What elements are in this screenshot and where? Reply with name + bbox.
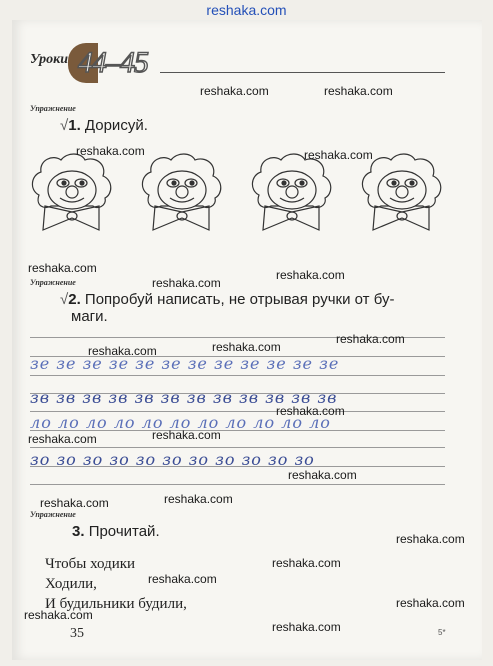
watermark: reshaka.com <box>76 144 145 158</box>
watermark: reshaka.com <box>276 404 345 418</box>
poem-line-1: Чтобы ходики <box>45 556 136 572</box>
watermark: reshaka.com <box>336 332 405 346</box>
task-2 <box>60 291 394 308</box>
exercise-label-2: Упражнение <box>30 278 76 287</box>
watermark: reshaka.com <box>276 268 345 282</box>
watermark: reshaka.com <box>88 344 157 358</box>
watermark: reshaka.com <box>28 432 97 446</box>
clown-drawing-1 <box>27 150 117 245</box>
exercise-label-3: Упражнение <box>30 510 76 519</box>
handwriting-row-zo: зо зо зо зо зо зо зо зо зо зо зо <box>30 450 315 469</box>
watermark: reshaka.com <box>288 468 357 482</box>
poem-line-3: И будильники будили, <box>45 596 187 612</box>
watermark: reshaka.com <box>148 572 217 586</box>
watermark: reshaka.com <box>152 428 221 442</box>
check-mark: √ <box>60 291 69 308</box>
writing-rule <box>30 447 445 448</box>
watermark: reshaka.com <box>304 148 373 162</box>
watermark: reshaka.com <box>40 496 109 510</box>
task-number: 2. <box>68 291 81 308</box>
check-mark: √ <box>60 117 69 134</box>
task-number: 3. <box>72 523 85 540</box>
task-text: Дорисуй. <box>84 117 148 134</box>
handwriting-row-ze: зе зе зе зе зе зе зе зе зе зе зе зе <box>30 354 340 373</box>
clown-drawing-2 <box>137 150 227 245</box>
task-number: 1. <box>68 117 81 134</box>
exercise-label-1: Упражнение <box>30 104 76 113</box>
clown-drawing-4 <box>357 150 447 245</box>
watermark: reshaka.com <box>272 556 341 570</box>
poem-line-2: Ходили, <box>45 576 97 592</box>
watermark: reshaka.com <box>324 84 393 98</box>
watermark: reshaka.com <box>200 84 269 98</box>
watermark: reshaka.com <box>272 620 341 634</box>
writing-rule <box>30 375 445 376</box>
task-text: Попробуй написать, не отрывая ручки от бу- <box>84 291 395 308</box>
task-text: Прочитай. <box>88 523 160 540</box>
watermark: reshaka.com <box>164 492 233 506</box>
corner-mark: 5* <box>438 628 446 637</box>
lesson-number: 44–45 <box>78 46 148 79</box>
watermark: reshaka.com <box>24 608 93 622</box>
heading-rule <box>160 72 445 73</box>
task-1 <box>60 117 148 134</box>
watermark: reshaka.com <box>212 340 281 354</box>
clown-drawing-3 <box>247 150 337 245</box>
watermark: reshaka.com <box>396 532 465 546</box>
task-3 <box>72 523 160 540</box>
writing-rule <box>30 484 445 485</box>
task-2-continuation: маги. <box>71 308 108 325</box>
handwriting-row-zv: зв зв зв зв зв зв зв зв зв зв зв зв <box>30 388 338 407</box>
watermark: reshaka.com <box>28 261 97 275</box>
watermark: reshaka.com <box>152 276 221 290</box>
writing-rule <box>30 411 445 412</box>
handwriting-row-lo: ло ло ло ло ло ло ло ло ло ло ло <box>30 413 331 432</box>
lesson-word: Уроки <box>30 52 69 67</box>
page-number: 35 <box>70 626 84 641</box>
watermark: reshaka.com <box>396 596 465 610</box>
site-header[interactable]: reshaka.com <box>206 2 287 18</box>
